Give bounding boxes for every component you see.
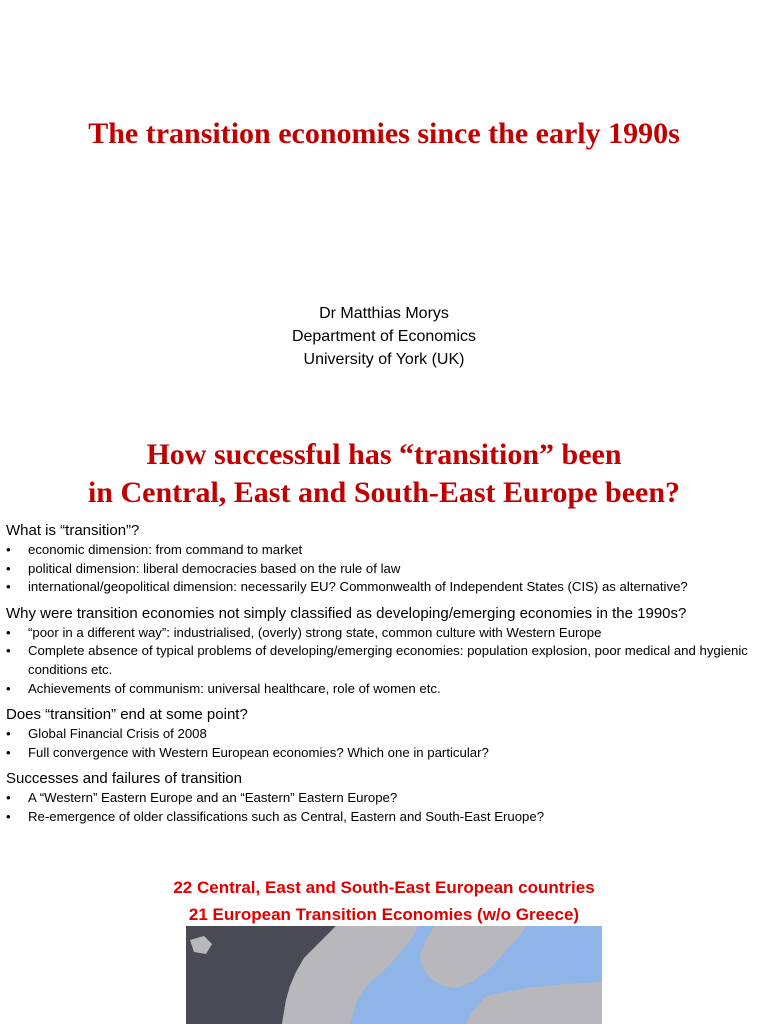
question-title-line-2: in Central, East and South-East Europe been? (87, 476, 681, 509)
list-item (6, 744, 766, 763)
list-item-text: “poor in a different way”: industrialised, (overly) strong state, common culture with Western Europe (28, 624, 602, 640)
slide-title: The transition economies since the early 1990s (88, 117, 680, 150)
bullet-icon: • (6, 744, 11, 760)
list-item (6, 541, 766, 560)
bullet-icon: • (6, 790, 11, 806)
list-item-text: A “Western” Eastern Europe and an “Eastern” Eastern Europe? (28, 790, 398, 806)
list-item (6, 808, 766, 827)
content-body (6, 520, 766, 833)
list-item (6, 578, 766, 597)
list-item (6, 560, 766, 579)
list-item (6, 789, 766, 808)
bullet-list (6, 789, 766, 826)
question-title-line-1: How successful has “transition” been (146, 438, 622, 471)
europe-map-image (186, 926, 602, 1024)
bullet-icon: • (6, 808, 11, 824)
question-title (0, 436, 768, 512)
author-university: University of York (UK) (303, 351, 465, 368)
section-what-is-transition (6, 520, 766, 597)
list-item-text: Complete absence of typical problems of developing/emerging economies: population explosion, poor medical and hygienic conditions etc. (28, 643, 748, 677)
bullet-icon: • (6, 579, 11, 595)
bullet-icon: • (6, 542, 11, 557)
list-item (6, 624, 766, 643)
list-item-text: international/geopolitical dimension: necessarily EU? Commonwealth of Independent States (CIS) as alternative? (28, 579, 688, 595)
section-successes-failures (6, 768, 766, 826)
bullet-icon: • (6, 560, 11, 576)
list-item-text: political dimension: liberal democracies based on the rule of law (28, 560, 401, 576)
list-item-text: economic dimension: from command to market (28, 542, 303, 557)
bullet-icon: • (6, 643, 11, 659)
countries-heading: 22 Central, East and South-East European countries (173, 878, 595, 897)
section-classification (6, 603, 766, 698)
list-item-text: Achievements of communism: universal healthcare, role of women etc. (28, 680, 441, 696)
bullet-icon: • (6, 726, 11, 742)
bullet-list (6, 624, 766, 698)
list-item (6, 642, 766, 679)
list-item-text: Full convergence with Western European economies? Which one in particular? (28, 744, 489, 760)
economies-heading: 21 European Transition Economies (w/o Greece) (188, 905, 580, 924)
list-item-text: Global Financial Crisis of 2008 (28, 726, 207, 742)
author-department: Department of Economics (291, 328, 477, 345)
section-question: Successes and failures of transition (6, 770, 242, 788)
bullet-list (6, 725, 766, 762)
section-question: What is “transition”? (6, 522, 140, 539)
list-item (6, 725, 766, 744)
bullet-icon: • (6, 624, 11, 640)
section-end-of-transition (6, 704, 766, 762)
list-item (6, 680, 766, 699)
section-question: Does “transition” end at some point? (6, 706, 248, 724)
bullet-list (6, 541, 766, 597)
list-item-text: Re-emergence of older classifications such as Central, Eastern and South-East Eruope? (28, 808, 545, 824)
author-block (0, 302, 768, 371)
map-graphic (186, 926, 602, 1024)
section-question: Why were transition economies not simply classified as developing/emerging economies in the 1990s? (6, 604, 687, 622)
bullet-icon: • (6, 680, 11, 696)
author-name: Dr Matthias Morys (319, 305, 449, 322)
